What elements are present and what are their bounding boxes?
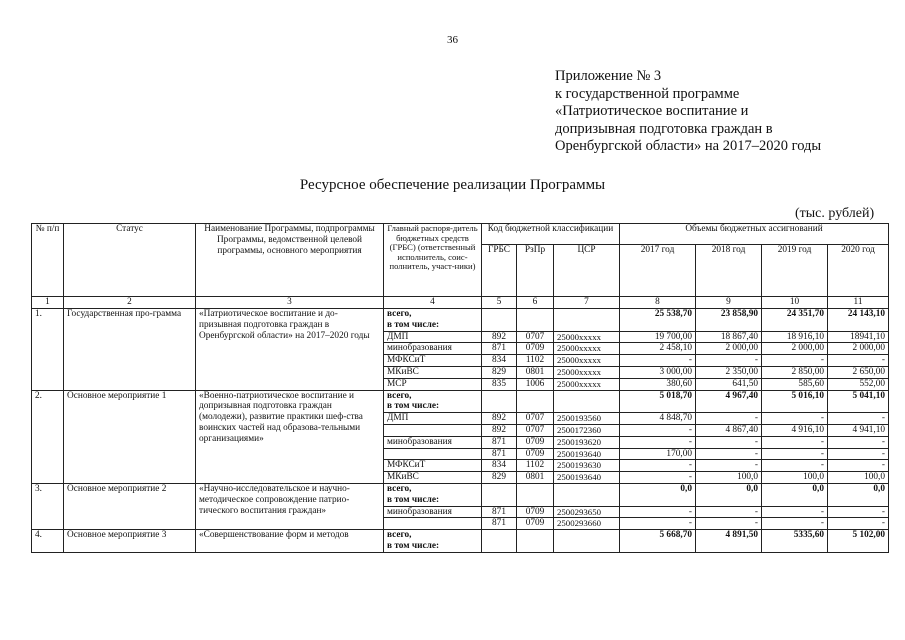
volume-value: - [762,460,828,472]
code-rzpr: 0709 [517,518,554,530]
table-row-total [32,483,889,506]
total-label [384,309,482,332]
row-status: Основное мероприятие 2 [64,483,196,529]
page-number: 36 [447,34,458,46]
grbs-name: ДМП [384,413,482,425]
total-value: 0,0 [620,483,696,506]
header-grbs: Главный распоря-дитель бюджетных средств (ГРБС) (ответственный исполнитель, соис-полнитель, участ-ники) [384,224,482,297]
code-rzpr: 0709 [517,506,554,518]
total-value: 23 858,90 [696,309,762,332]
code-grbs: 835 [482,378,517,390]
table-header-row [32,224,889,245]
volume-value: - [762,436,828,448]
code-grbs: 892 [482,331,517,343]
column-number: 11 [828,297,889,309]
header-volumes-group: Объемы бюджетных ассигнований [620,224,889,245]
code-csr: 2500193640 [554,472,620,484]
row-number: 2. [32,390,64,483]
code-grbs [482,390,517,413]
appendix-line: Оренбургской области» на 2017–2020 годы [555,138,822,154]
volume-value: 18 867,40 [696,331,762,343]
total-value: 4 891,50 [696,530,762,553]
table-row-total [32,309,889,332]
grbs-name: МКиВС [384,472,482,484]
volume-value: 19 700,00 [620,331,696,343]
table-row-total [32,390,889,413]
row-status: Государственная про-грамма [64,309,196,391]
total-label [384,530,482,553]
volume-value: 2 850,00 [762,366,828,378]
volume-value: 641,50 [696,378,762,390]
total-value: 5 016,10 [762,390,828,413]
code-csr: 25000ххххх [554,366,620,378]
table-row-total [32,530,889,553]
total-value: 5 041,10 [828,390,889,413]
volume-value: - [620,424,696,436]
volume-value: - [828,460,889,472]
total-value: 0,0 [696,483,762,506]
volume-value: 4 916,10 [762,424,828,436]
column-number: 1 [32,297,64,309]
volume-value: - [696,413,762,425]
row-name: «Научно-исследовательское и научно-методическое сопровождение патрио-тического воспитания граждан» [196,483,384,529]
code-csr [554,530,620,553]
code-grbs: 871 [482,506,517,518]
code-rzpr: 0709 [517,343,554,355]
header-code-group: Код бюджетной классификации [482,224,620,245]
code-csr: 2500193640 [554,448,620,460]
header-2018: 2018 год [696,245,762,297]
code-rzpr: 0801 [517,472,554,484]
volume-value: 100,0 [762,472,828,484]
code-csr [554,309,620,332]
volume-value: - [828,436,889,448]
code-grbs: 892 [482,413,517,425]
grbs-name: минобразования [384,343,482,355]
code-rzpr [517,309,554,332]
volume-value: - [828,355,889,367]
total-label-line: в том числе: [387,540,440,551]
volume-value: - [696,460,762,472]
code-csr: 25000ххххх [554,343,620,355]
header-code-csr: ЦСР [554,245,620,297]
code-csr: 25000ххххх [554,378,620,390]
volume-value: 2 650,00 [828,366,889,378]
volume-value: 100,0 [696,472,762,484]
code-rzpr: 1006 [517,378,554,390]
total-value: 25 538,70 [620,309,696,332]
units-label: (тыс. рублей) [795,206,875,221]
volume-value: 18941,10 [828,331,889,343]
row-number: 3. [32,483,64,529]
total-value: 24 143,10 [828,309,889,332]
code-grbs: 834 [482,355,517,367]
volume-value: - [696,355,762,367]
volume-value: - [620,472,696,484]
document-title: Ресурсное обеспечение реализации Программы [299,177,606,193]
total-value: 5 668,70 [620,530,696,553]
code-csr: 2500193560 [554,413,620,425]
total-value: 24 351,70 [762,309,828,332]
volume-value: - [762,355,828,367]
column-number: 9 [696,297,762,309]
total-label-line: в том числе: [387,319,440,330]
header-code-rzpr: РзПр [517,245,554,297]
row-number: 1. [32,309,64,391]
code-csr: 25000ххххх [554,331,620,343]
total-label [384,483,482,506]
code-csr: 2500293660 [554,518,620,530]
volume-value: 2 000,00 [828,343,889,355]
header-name: Наименование Программы, подпрограммы Программы, ведомственной целевой программы, основного мероприятия [196,224,384,297]
appendix-line: к государственной программе [555,85,740,102]
volume-value: - [620,436,696,448]
volume-value: - [828,518,889,530]
column-number: 10 [762,297,828,309]
row-status: Основное мероприятие 3 [64,530,196,553]
volume-value: - [696,518,762,530]
grbs-name [384,518,482,530]
appendix-line: допризывная подготовка граждан в [555,120,773,137]
appendix-line: «Патриотическое воспитание и [555,103,749,119]
code-grbs [482,309,517,332]
volume-value: 3 000,00 [620,366,696,378]
volume-value: - [620,506,696,518]
volume-value: 2 000,00 [762,343,828,355]
row-name: «Военно-патриотическое воспитание и допризывная подготовка граждан (молодежи), развитие практики шеф-ства воинских частей над образова-тельными организациями» [196,390,384,483]
code-rzpr: 1102 [517,460,554,472]
column-number: 7 [554,297,620,309]
code-grbs: 829 [482,366,517,378]
total-label-line: всего, [387,530,412,541]
row-number: 4. [32,530,64,553]
total-label-line: в том числе: [387,494,440,505]
volume-value: - [620,518,696,530]
code-grbs: 871 [482,436,517,448]
header-2020: 2020 год [828,245,889,297]
code-csr: 2500193630 [554,460,620,472]
appendix-caption [555,68,885,156]
volume-value: - [620,460,696,472]
total-value: 5 102,00 [828,530,889,553]
volume-value: - [696,448,762,460]
grbs-name: ДМП [384,331,482,343]
volume-value: 4 848,70 [620,413,696,425]
code-rzpr [517,530,554,553]
total-label-line: всего, [387,390,412,401]
volume-value: 585,60 [762,378,828,390]
volume-value: 380,60 [620,378,696,390]
volume-value: 552,00 [828,378,889,390]
volume-value: - [828,413,889,425]
header-status: Статус [64,224,196,297]
column-number: 5 [482,297,517,309]
total-value: 5 018,70 [620,390,696,413]
column-numbers-row [32,297,889,309]
code-rzpr: 0709 [517,436,554,448]
column-number: 6 [517,297,554,309]
total-label [384,390,482,413]
code-rzpr: 0709 [517,448,554,460]
code-grbs: 871 [482,343,517,355]
volume-value: 2 350,00 [696,366,762,378]
code-csr: 2500172360 [554,424,620,436]
grbs-name: МФКСиТ [384,460,482,472]
grbs-name: МФКСиТ [384,355,482,367]
grbs-name: МКиВС [384,366,482,378]
code-grbs [482,483,517,506]
total-label-line: в том числе: [387,401,440,412]
appendix-line: Приложение № 3 [555,68,662,84]
code-rzpr [517,483,554,506]
volume-value: - [762,448,828,460]
resource-table [31,223,889,553]
code-csr: 25000ххххх [554,355,620,367]
column-number: 4 [384,297,482,309]
total-value: 0,0 [762,483,828,506]
code-csr [554,483,620,506]
volume-value: - [696,506,762,518]
row-name: «Совершенствование форм и методов [196,530,384,553]
total-label-line: всего, [387,483,412,494]
code-grbs: 829 [482,472,517,484]
column-number: 8 [620,297,696,309]
header-2019: 2019 год [762,245,828,297]
code-grbs: 871 [482,448,517,460]
total-value: 4 967,40 [696,390,762,413]
code-rzpr: 0801 [517,366,554,378]
grbs-name [384,424,482,436]
header-num: № п/п [32,224,64,297]
volume-value: - [696,436,762,448]
code-csr: 2500193620 [554,436,620,448]
volume-value: - [762,506,828,518]
volume-value: 4 867,40 [696,424,762,436]
code-grbs: 892 [482,424,517,436]
grbs-name: минобразования [384,506,482,518]
code-grbs: 834 [482,460,517,472]
row-name: «Патриотическое воспитание и до-призывная подготовка граждан в Оренбургской области» на 2017–2020 годы [196,309,384,391]
volume-value: - [828,506,889,518]
total-value: 5335,60 [762,530,828,553]
volume-value: 2 000,00 [696,343,762,355]
volume-value: - [762,413,828,425]
grbs-name: МСР [384,378,482,390]
code-rzpr: 1102 [517,355,554,367]
grbs-name: минобразования [384,436,482,448]
header-2017: 2017 год [620,245,696,297]
column-number: 3 [196,297,384,309]
row-status: Основное мероприятие 1 [64,390,196,483]
code-rzpr: 0707 [517,413,554,425]
grbs-name [384,448,482,460]
volume-value: - [620,355,696,367]
volume-value: - [762,518,828,530]
code-csr [554,390,620,413]
code-grbs: 871 [482,518,517,530]
total-label-line: всего, [387,309,412,319]
volume-value: 4 941,10 [828,424,889,436]
volume-value: 2 458,10 [620,343,696,355]
code-rzpr: 0707 [517,424,554,436]
volume-value: - [828,448,889,460]
volume-value: 18 916,10 [762,331,828,343]
code-rzpr: 0707 [517,331,554,343]
code-grbs [482,530,517,553]
header-code-grbs: ГРБС [482,245,517,297]
column-number: 2 [64,297,196,309]
code-rzpr [517,390,554,413]
code-csr: 2500293650 [554,506,620,518]
volume-value: 170,00 [620,448,696,460]
total-value: 0,0 [828,483,889,506]
volume-value: 100,0 [828,472,889,484]
